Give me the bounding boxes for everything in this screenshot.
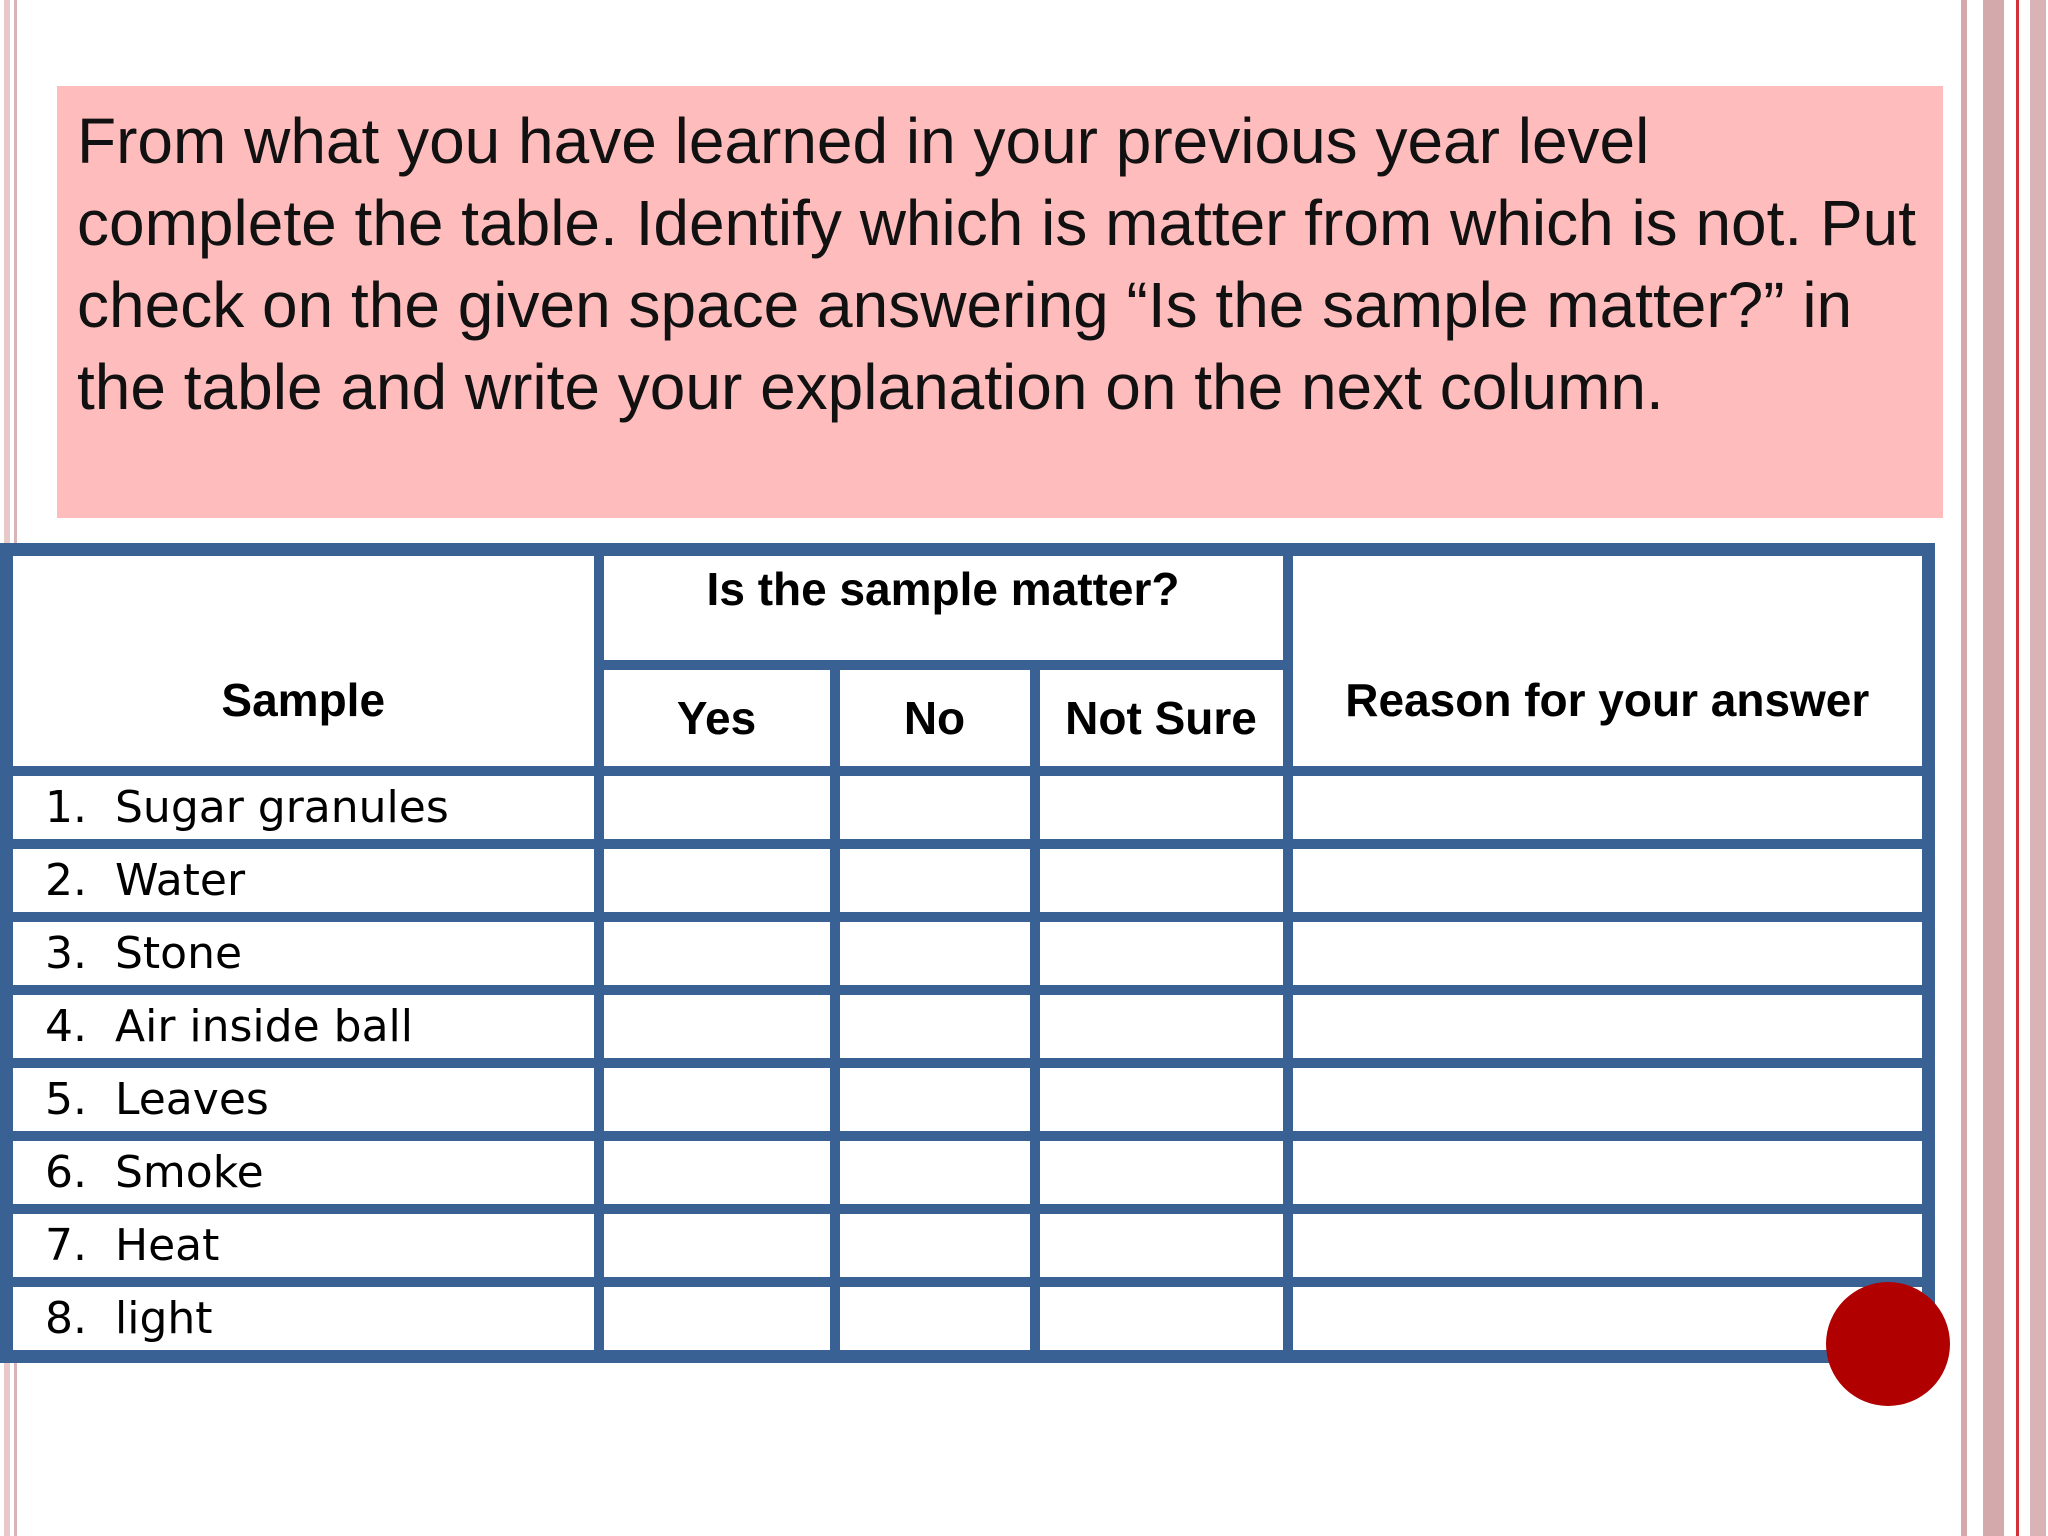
no-cell[interactable] bbox=[835, 1282, 1035, 1357]
reason-cell[interactable] bbox=[1288, 771, 1929, 844]
header-no: No bbox=[835, 665, 1035, 771]
sample-name: Water bbox=[115, 855, 246, 906]
sample-cell bbox=[7, 1282, 599, 1357]
yes-cell[interactable] bbox=[599, 1063, 835, 1136]
not-sure-cell[interactable] bbox=[1035, 1063, 1288, 1136]
table-row bbox=[7, 844, 1929, 917]
not-sure-cell[interactable] bbox=[1035, 771, 1288, 844]
yes-cell[interactable] bbox=[599, 917, 835, 990]
row-number: 4. bbox=[45, 1001, 87, 1052]
reason-cell[interactable] bbox=[1288, 990, 1929, 1063]
sample-cell bbox=[7, 1136, 599, 1209]
table-row bbox=[7, 1282, 1929, 1357]
row-number: 5. bbox=[45, 1074, 87, 1125]
reason-cell[interactable] bbox=[1288, 1063, 1929, 1136]
not-sure-cell[interactable] bbox=[1035, 1136, 1288, 1209]
sample-cell bbox=[7, 771, 599, 844]
not-sure-cell[interactable] bbox=[1035, 1282, 1288, 1357]
table-row bbox=[7, 1136, 1929, 1209]
sample-cell bbox=[7, 990, 599, 1063]
sample-cell bbox=[7, 844, 599, 917]
no-cell[interactable] bbox=[835, 844, 1035, 917]
no-cell[interactable] bbox=[835, 1063, 1035, 1136]
header-yes: Yes bbox=[599, 665, 835, 771]
header-sample: Sample bbox=[7, 550, 599, 772]
right-border-stripe-outer bbox=[2030, 0, 2046, 1536]
matter-table bbox=[0, 543, 1935, 1363]
no-cell[interactable] bbox=[835, 771, 1035, 844]
no-cell[interactable] bbox=[835, 917, 1035, 990]
header-row-1 bbox=[7, 550, 1929, 666]
sample-name: Leaves bbox=[115, 1074, 269, 1125]
table-row bbox=[7, 1063, 1929, 1136]
right-border-stripe bbox=[1961, 0, 1967, 1536]
row-number: 2. bbox=[45, 855, 87, 906]
sample-name: Smoke bbox=[115, 1147, 264, 1198]
yes-cell[interactable] bbox=[599, 990, 835, 1063]
yes-cell[interactable] bbox=[599, 1209, 835, 1282]
table-row bbox=[7, 990, 1929, 1063]
sample-cell bbox=[7, 917, 599, 990]
instruction-text: From what you have learned in your previous year level complete the table. Identify which is matter from which is not. Put check on the given space answering “Is the sample matter?” in the table and write your explanation on the next column. bbox=[77, 105, 1917, 423]
reason-cell[interactable] bbox=[1288, 1136, 1929, 1209]
not-sure-cell[interactable] bbox=[1035, 1209, 1288, 1282]
instruction-box bbox=[57, 86, 1943, 518]
row-number: 7. bbox=[45, 1220, 87, 1271]
not-sure-cell[interactable] bbox=[1035, 990, 1288, 1063]
reason-cell[interactable] bbox=[1288, 917, 1929, 990]
right-border-stripe-red bbox=[2016, 0, 2019, 1536]
sample-cell bbox=[7, 1063, 599, 1136]
no-cell[interactable] bbox=[835, 1136, 1035, 1209]
row-number: 1. bbox=[45, 782, 87, 833]
yes-cell[interactable] bbox=[599, 1282, 835, 1357]
sample-name: Stone bbox=[115, 928, 243, 979]
not-sure-cell[interactable] bbox=[1035, 917, 1288, 990]
sample-name: Heat bbox=[115, 1220, 220, 1271]
header-is-matter: Is the sample matter? bbox=[599, 550, 1288, 666]
decorative-red-dot bbox=[1826, 1282, 1950, 1406]
sample-name: Air inside ball bbox=[115, 1001, 413, 1052]
row-number: 6. bbox=[45, 1147, 87, 1198]
sample-cell bbox=[7, 1209, 599, 1282]
table-row bbox=[7, 917, 1929, 990]
reason-cell[interactable] bbox=[1288, 1209, 1929, 1282]
reason-cell[interactable] bbox=[1288, 844, 1929, 917]
no-cell[interactable] bbox=[835, 990, 1035, 1063]
header-not-sure: Not Sure bbox=[1035, 665, 1288, 771]
yes-cell[interactable] bbox=[599, 844, 835, 917]
table-row bbox=[7, 771, 1929, 844]
yes-cell[interactable] bbox=[599, 1136, 835, 1209]
right-border-stripe-wide bbox=[1983, 0, 2004, 1536]
no-cell[interactable] bbox=[835, 1209, 1035, 1282]
row-number: 3. bbox=[45, 928, 87, 979]
table-row bbox=[7, 1209, 1929, 1282]
sample-name: Sugar granules bbox=[115, 782, 449, 833]
sample-name: light bbox=[115, 1293, 213, 1344]
not-sure-cell[interactable] bbox=[1035, 844, 1288, 917]
header-reason: Reason for your answer bbox=[1288, 550, 1929, 772]
row-number: 8. bbox=[45, 1293, 87, 1344]
yes-cell[interactable] bbox=[599, 771, 835, 844]
